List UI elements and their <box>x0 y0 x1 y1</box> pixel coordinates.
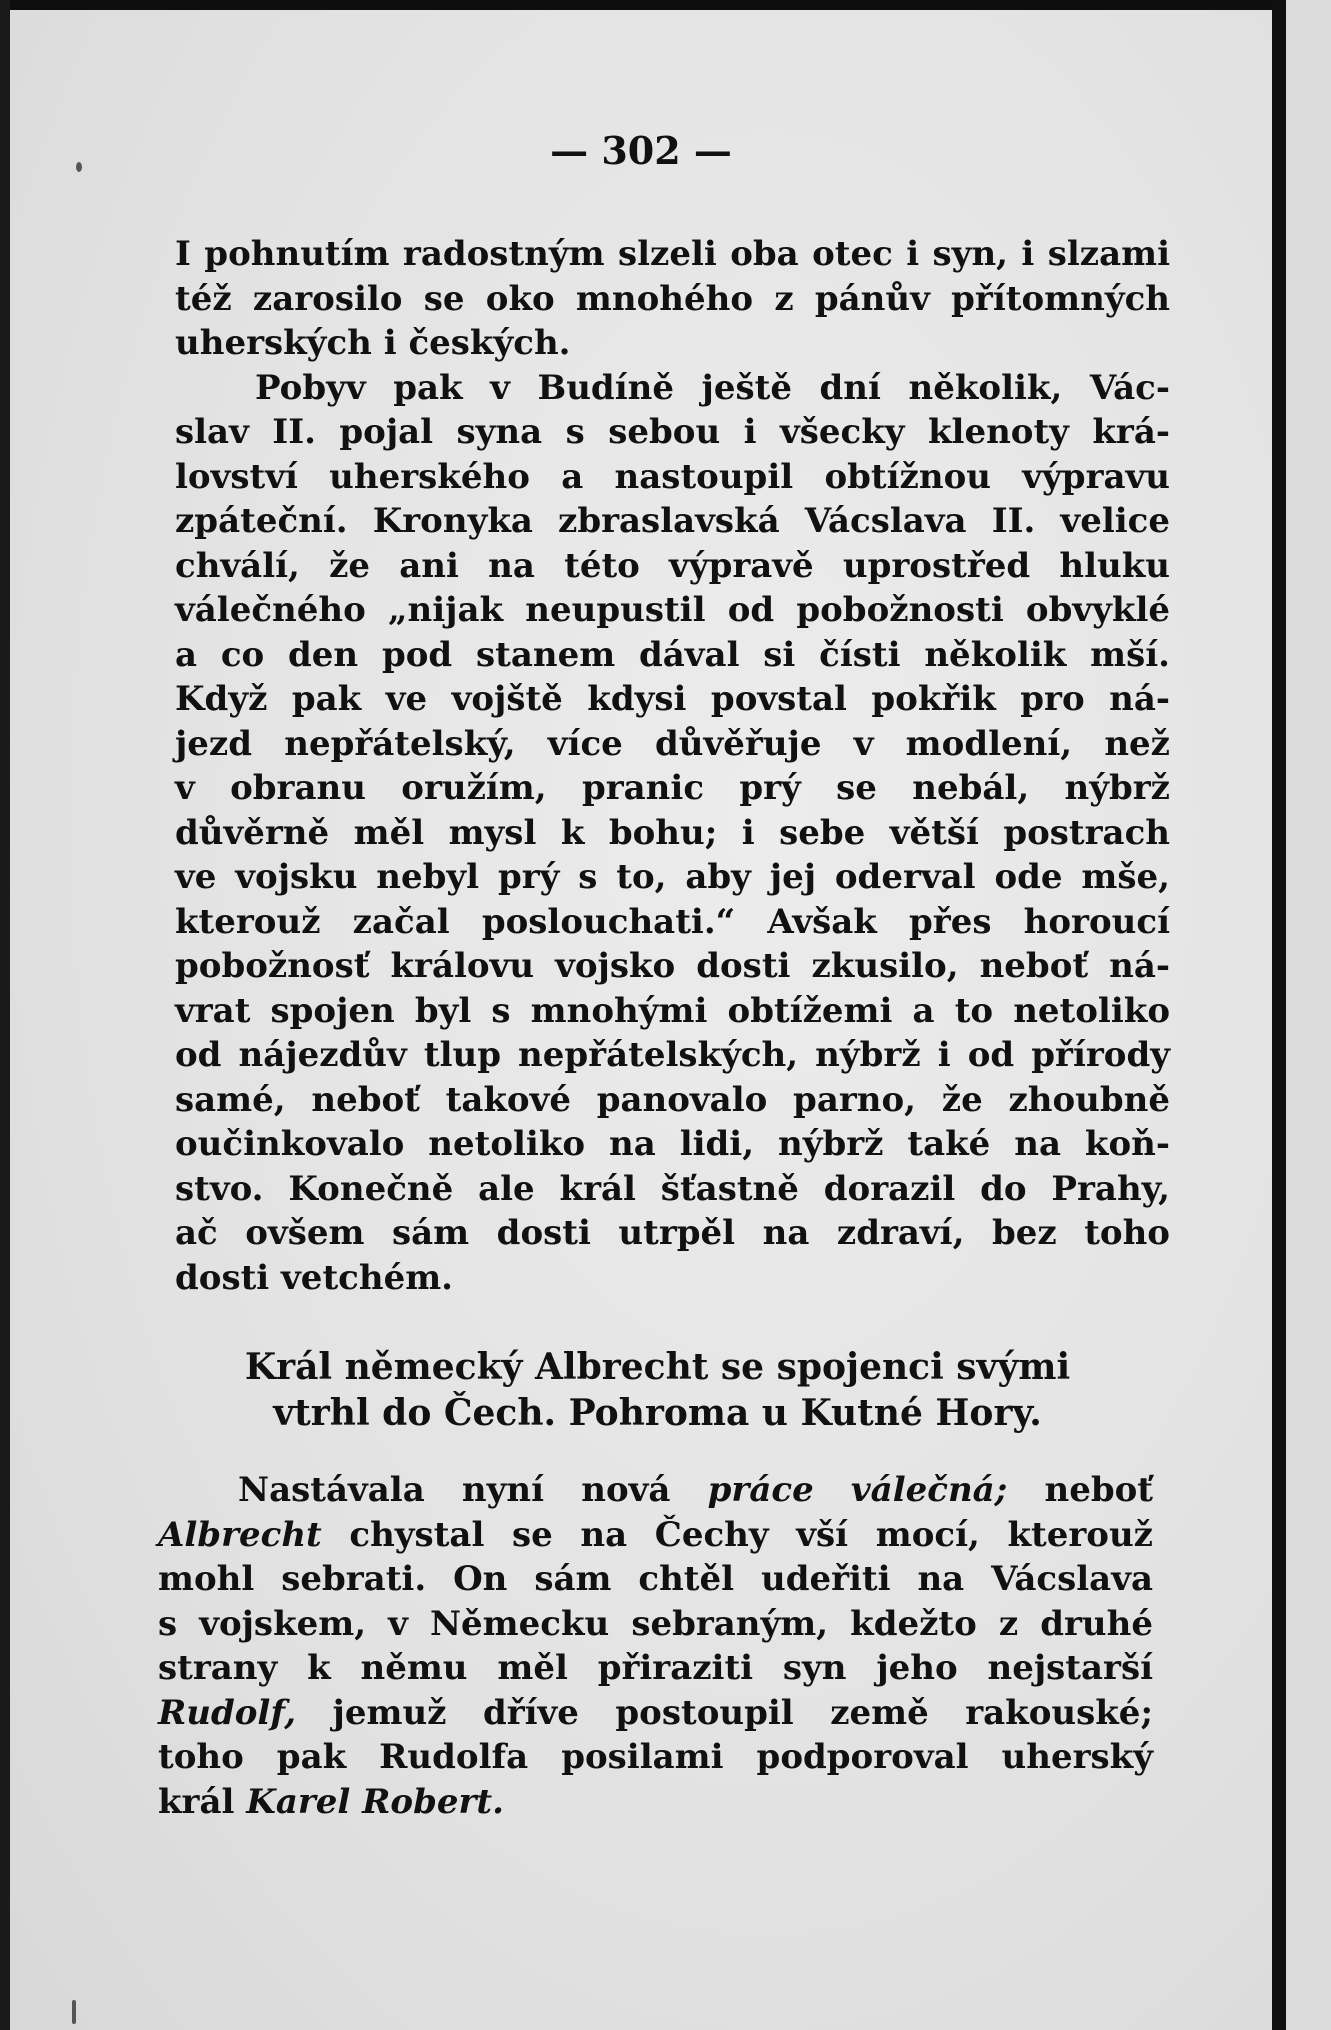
text-line: dosti vetchém. <box>175 1257 454 1298</box>
page-speck <box>72 2000 76 2024</box>
paragraph-2 <box>158 1468 1153 1824</box>
text-line: uherských i českých. <box>175 323 571 363</box>
text-line: jezd nepřátelský, více důvěřuje v modlení, než <box>175 723 1170 764</box>
text-line: Albrecht chystal se na Čechy vší mocí, kterouž <box>158 1514 1153 1555</box>
text-line: stvo. Konečně ale král šťastně dorazil do Prahy, <box>175 1168 1170 1209</box>
paragraph-1 <box>175 232 1170 1300</box>
text-line: Když pak ve vojště kdysi povstal pokřik pro ná- <box>175 679 1170 719</box>
text-line: válečného „nijak neupustil od pobožnosti obvyklé <box>175 590 1170 630</box>
text-line: strany k němu měl přiraziti syn jeho nejstarší <box>158 1648 1153 1688</box>
adjacent-page-edge <box>1286 0 1331 2030</box>
text-line: slav II. pojal syna s sebou i všecky klenoty krá- <box>175 412 1170 452</box>
text-line: ač ovšem sám dosti utrpěl na zdraví, bez toho <box>175 1213 1170 1253</box>
text-line: od nájezdův tlup nepřátelských, nýbrž i od přírody <box>175 1035 1170 1075</box>
text-line: a co den pod stanem dával si čísti několik mší. <box>175 634 1170 675</box>
scan-border-left <box>0 0 10 2030</box>
text-line: s vojskem, v Německu sebraným, kdežto z druhé <box>158 1603 1153 1644</box>
text-line: mohl sebrati. On sám chtěl udeřiti na Vácslava <box>158 1559 1153 1599</box>
text-line: lovství uherského a nastoupil obtížnou výpravu <box>175 456 1170 497</box>
text-line: důvěrně měl mysl k bohu; i sebe větší postrach <box>175 812 1170 853</box>
heading-line: vtrhl do Čech. Pohroma u Kutné Hory. <box>273 1392 1042 1434</box>
book-page <box>10 10 1272 2030</box>
text-line: chválí, že ani na této výpravě uprostřed hluku <box>175 545 1170 586</box>
text-line: Pobyv pak v Budíně ještě dní několik, Vác- <box>255 367 1170 408</box>
text-line: v obranu oružím, pranic prý se nebál, nýbrž <box>175 768 1170 808</box>
text-line: Nastávala nyní nová práce válečná; neboť <box>238 1470 1153 1510</box>
page-number: — 302 — <box>550 128 732 173</box>
text-line: pobožnosť královu vojsko dosti zkusilo, neboť ná- <box>175 946 1170 986</box>
text-line: toho pak Rudolfa posilami podporoval uherský <box>158 1737 1153 1777</box>
text-line: vrat spojen byl s mnohými obtížemi a to netoliko <box>175 990 1170 1031</box>
text-line: I pohnutím radostným slzeli oba otec i syn, i slzami <box>175 234 1170 274</box>
text-line: král Karel Robert. <box>158 1781 504 1822</box>
text-line: též zarosilo se oko mnohého z pánův přítomných <box>175 278 1170 319</box>
text-line: samé, neboť takové panovalo parno, že zhoubně <box>175 1079 1170 1120</box>
text-line: kterouž začal poslouchati.“ Avšak přes horoucí <box>175 901 1170 942</box>
section-heading <box>160 1344 1155 1436</box>
text-line: Rudolf, jemuž dříve postoupil země rakouské; <box>158 1692 1153 1733</box>
text-line: zpáteční. Kronyka zbraslavská Vácslava II. velice <box>175 501 1170 541</box>
heading-line: Král německý Albrecht se spojenci svými <box>244 1346 1071 1388</box>
text-line: ve vojsku nebyl prý s to, aby jej oderval ode mše, <box>175 857 1170 897</box>
scan-gutter <box>1272 0 1286 2030</box>
text-line: oučinkovalo netoliko na lidi, nýbrž také na koň- <box>175 1124 1170 1164</box>
